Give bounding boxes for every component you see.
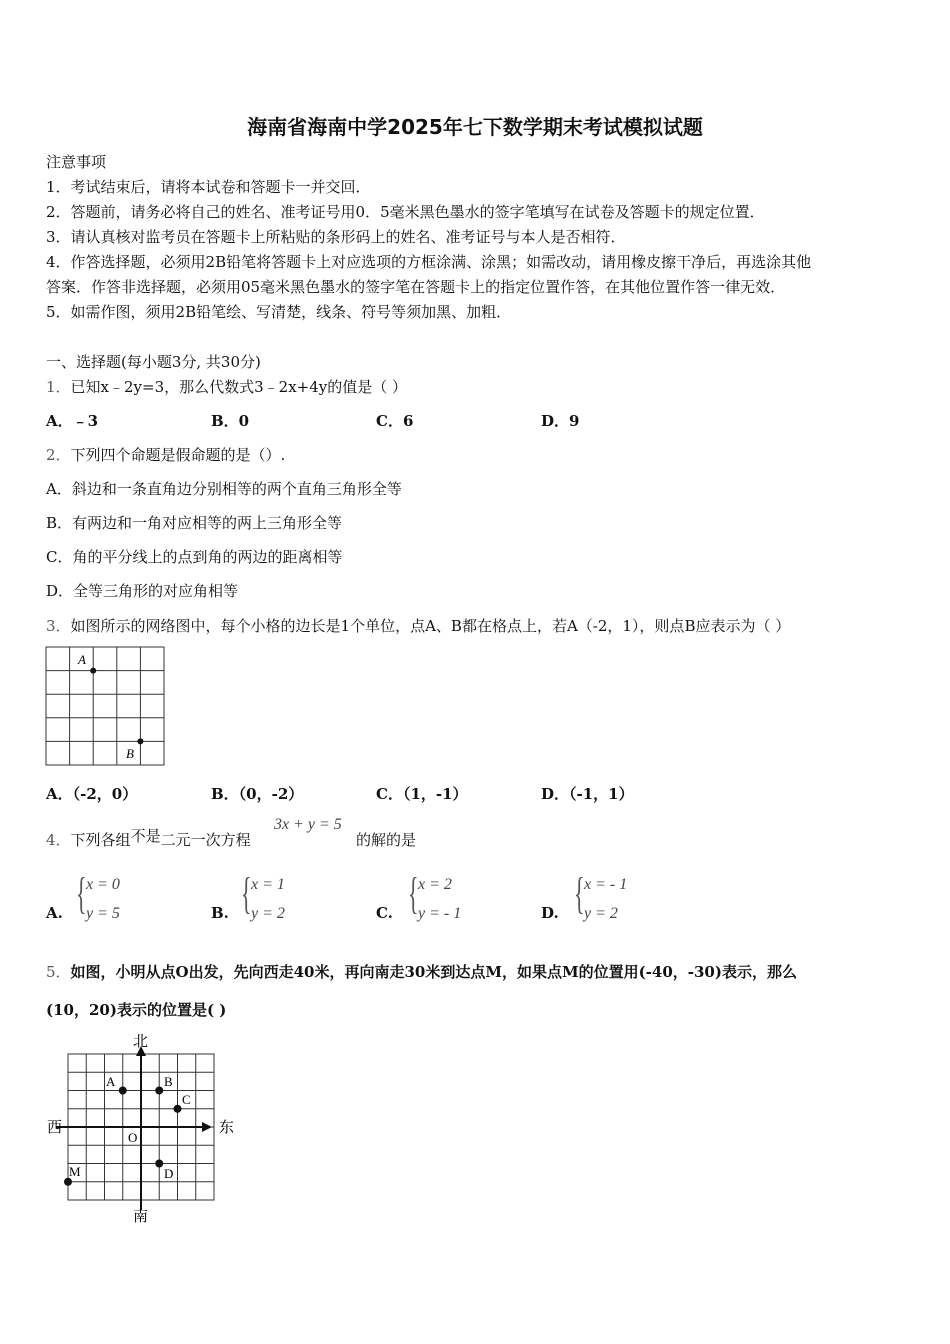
q3-option-b: B．（0，-2） — [211, 785, 304, 803]
left-brace: { — [408, 869, 419, 918]
question-number: 5． — [46, 963, 71, 981]
point-a — [119, 1087, 127, 1095]
point-a — [90, 668, 96, 674]
q3-grid-figure — [45, 646, 167, 768]
point-c — [174, 1105, 182, 1113]
section-heading: 一、选择题(每小题3分, 共30分) — [46, 353, 261, 371]
notice-item: 5．如需作图，须用2B铅笔绘、写清楚，线条、符号等须加黑、加粗． — [46, 303, 512, 321]
notice-item: 4．作答选择题，必须用2B铅笔将答题卡上对应选项的方框涂满、涂黑；如需改动，请用橡皮擦干净后，再选涂其他 — [46, 253, 812, 271]
q1-option-b: B．0 — [211, 412, 250, 430]
point-b — [137, 738, 143, 744]
q4-option-b-label: B. — [211, 904, 229, 922]
label-south: 南 — [133, 1209, 149, 1225]
q3-option-c: C．（1，-1） — [376, 785, 468, 803]
q4-option-c-label: C. — [376, 904, 393, 922]
q4-option-a-line2: y = 5 — [86, 905, 120, 922]
q2-option-b: B．有两边和一角对应相等的两上三角形全等 — [46, 514, 343, 532]
point-b — [155, 1087, 163, 1095]
q4-option-b-line1: x = 1 — [251, 876, 285, 893]
question-text: (10，20)表示的位置是( ) — [46, 1001, 227, 1019]
label-a: A — [106, 1074, 116, 1089]
question-number: 4． — [46, 831, 71, 849]
q3-option-a: A．（-2，0） — [46, 785, 138, 803]
q2-option-c: C．角的平分线上的点到角的两边的距离相等 — [46, 548, 343, 566]
q1-option-a: A．﹣3 — [46, 412, 99, 430]
label-a: A — [78, 652, 86, 667]
q1-option-c: C．6 — [376, 412, 414, 430]
q4-option-c-line1: x = 2 — [418, 876, 452, 893]
q4-option-d-label: D. — [541, 904, 559, 922]
q2-option-a: A．斜边和一条直角边分别相等的两个直角三角形全等 — [46, 480, 402, 498]
point-d — [155, 1160, 163, 1168]
q1-option-d: D．9 — [541, 412, 580, 430]
question-text: 下列四个命题是假命题的是（）. — [70, 446, 286, 464]
question-text: 的解的是 — [356, 831, 417, 849]
question-number: 3． — [46, 617, 71, 635]
question-text: 已知x﹣2y=3，那么代数式3﹣2x+4y的值是（ ） — [70, 378, 408, 396]
question-text: 二元一次方程 — [160, 831, 251, 849]
left-brace: { — [241, 869, 252, 918]
q5-map-figure — [44, 1030, 244, 1230]
q4-option-a-line1: x = 0 — [86, 876, 120, 893]
page-title: 海南省海南中学2025年七下数学期末考试模拟试题 — [247, 115, 703, 139]
question-emphasis: 不是 — [130, 827, 161, 845]
question-4 — [46, 827, 251, 850]
notice-item: 3．请认真核对监考员在答题卡上所粘贴的条形码上的姓名、准考证号与本人是否相符． — [46, 228, 626, 246]
notice-item: 1．考试结束后，请将本试卷和答题卡一并交回． — [46, 178, 371, 196]
label-b: B — [126, 746, 134, 761]
question-text: 如图，小明从点O出发，先向西走40米，再向南走30米到达点M，如果点M的位置用(-40，-30)表示，那么 — [70, 963, 797, 981]
question-number: 1． — [46, 378, 71, 396]
left-brace: { — [76, 869, 87, 918]
q4-option-b-line2: y = 2 — [251, 905, 285, 922]
question-3 — [46, 616, 790, 636]
q4-option-d-line1: x = - 1 — [584, 876, 628, 893]
q3-option-d: D．（-1，1） — [541, 785, 634, 803]
question-1 — [46, 377, 407, 397]
label-east: 东 — [219, 1120, 235, 1136]
label-d: D — [164, 1166, 174, 1181]
q4-option-d-line2: y = 2 — [584, 905, 618, 922]
q2-option-d: D．全等三角形的对应角相等 — [46, 582, 239, 600]
label-m: M — [69, 1164, 81, 1179]
label-o: O — [128, 1130, 138, 1145]
notice-item: 2．答题前，请务必将自己的姓名、准考证号用0．5毫米黑色墨水的签字笔填写在试卷及答题卡的规定位置． — [46, 203, 765, 221]
question-5 — [46, 962, 797, 982]
label-west: 西 — [47, 1120, 63, 1136]
question-2 — [46, 445, 285, 465]
notice-heading: 注意事项 — [46, 153, 107, 171]
equation: 3x + y = 5 — [274, 816, 342, 833]
q4-option-c-line2: y = - 1 — [418, 905, 462, 922]
question-text: 下列各组 — [70, 831, 131, 849]
label-b: B — [164, 1074, 173, 1089]
notice-item: 答案．作答非选择题，必须用05毫米黑色墨水的签字笔在答题卡上的指定位置作答，在其他位置作答一律无效． — [46, 278, 786, 296]
label-c: C — [182, 1092, 191, 1107]
question-text: 如图所示的网络图中，每个小格的边长是1个单位，点A、B都在格点上，若A（-2，1），则点B应表示为（ ） — [70, 617, 791, 635]
left-brace: { — [574, 869, 585, 918]
question-number: 2． — [46, 446, 71, 464]
label-north: 北 — [133, 1034, 149, 1050]
q4-option-a-label: A. — [46, 904, 63, 922]
